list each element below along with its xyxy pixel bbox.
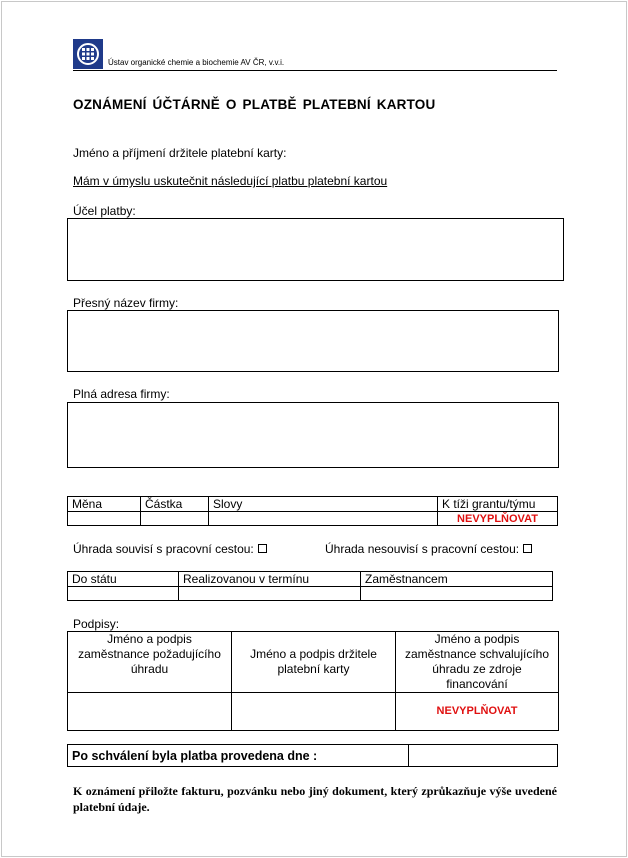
- work-trip-related-label: Úhrada souvisí s pracovní cestou:: [73, 542, 254, 556]
- company-name-field[interactable]: [67, 310, 559, 372]
- page-title: OZNÁMENÍ ÚČTÁRNĚ O PLATBĚ PLATEBNÍ KARTOU: [73, 97, 436, 112]
- header-country: Do státu: [68, 572, 179, 587]
- employee-cell[interactable]: [361, 587, 553, 601]
- approval-date-cell[interactable]: [409, 745, 558, 767]
- header-employee: Zaměstnancem: [361, 572, 553, 587]
- amount-cell[interactable]: [141, 512, 209, 526]
- work-trip-related-checkbox[interactable]: [258, 544, 267, 553]
- purpose-label: Účel platby:: [73, 204, 136, 218]
- header-divider: [73, 70, 557, 71]
- card-holder-label: Jméno a příjmení držitele platební karty:: [73, 146, 287, 160]
- header-in-words: Slovy: [209, 497, 438, 512]
- institution-name: Ústav organické chemie a biochemie AV ČR, v.v.i.: [108, 58, 285, 67]
- card-holder-signature-cell[interactable]: [232, 693, 396, 731]
- signatures-label: Podpisy:: [73, 617, 120, 631]
- work-trip-unrelated: [325, 542, 532, 556]
- company-name-label: Přesný název firmy:: [73, 296, 179, 310]
- intent-statement: Mám v úmyslu uskutečnit následující platbu platební kartou: [73, 174, 388, 188]
- sig-header-card-holder: Jméno a podpis držitele platební karty: [232, 632, 396, 693]
- header-term: Realizovanou v termínu: [179, 572, 361, 587]
- header-grant: K tíži grantu/týmu: [438, 497, 558, 512]
- sig-header-approver: Jméno a podpis zaměstnance schvalujícího úhradu ze zdroje financování: [396, 632, 559, 693]
- approval-table: [67, 744, 558, 767]
- grant-cell: NEVYPLŇOVAT: [438, 512, 558, 526]
- purpose-field[interactable]: [67, 218, 564, 281]
- signatures-table: [67, 631, 559, 731]
- institution-logo: [73, 39, 103, 69]
- work-trip-related: [73, 542, 267, 556]
- header-amount: Částka: [141, 497, 209, 512]
- approver-signature-cell: NEVYPLŇOVAT: [396, 693, 559, 731]
- term-cell[interactable]: [179, 587, 361, 601]
- in-words-cell[interactable]: [209, 512, 438, 526]
- work-trip-unrelated-label: Úhrada nesouvisí s pracovní cestou:: [325, 542, 520, 556]
- header-currency: Měna: [68, 497, 141, 512]
- payment-table: [67, 496, 558, 526]
- currency-cell[interactable]: [68, 512, 141, 526]
- approval-label: Po schválení byla platba provedena dne :: [68, 745, 409, 767]
- requester-signature-cell[interactable]: [68, 693, 232, 731]
- work-trip-unrelated-checkbox[interactable]: [523, 544, 532, 553]
- company-address-field[interactable]: [67, 402, 559, 468]
- footer-note: K oznámení přiložte fakturu, pozvánku nebo jiný dokument, který zprůkazňuje výše uvedené platební údaje.: [73, 784, 557, 814]
- country-cell[interactable]: [68, 587, 179, 601]
- sig-header-requester: Jméno a podpis zaměstnance požadujícího úhradu: [68, 632, 232, 693]
- company-address-label: Plná adresa firmy:: [73, 387, 170, 401]
- delivery-table: [67, 571, 553, 601]
